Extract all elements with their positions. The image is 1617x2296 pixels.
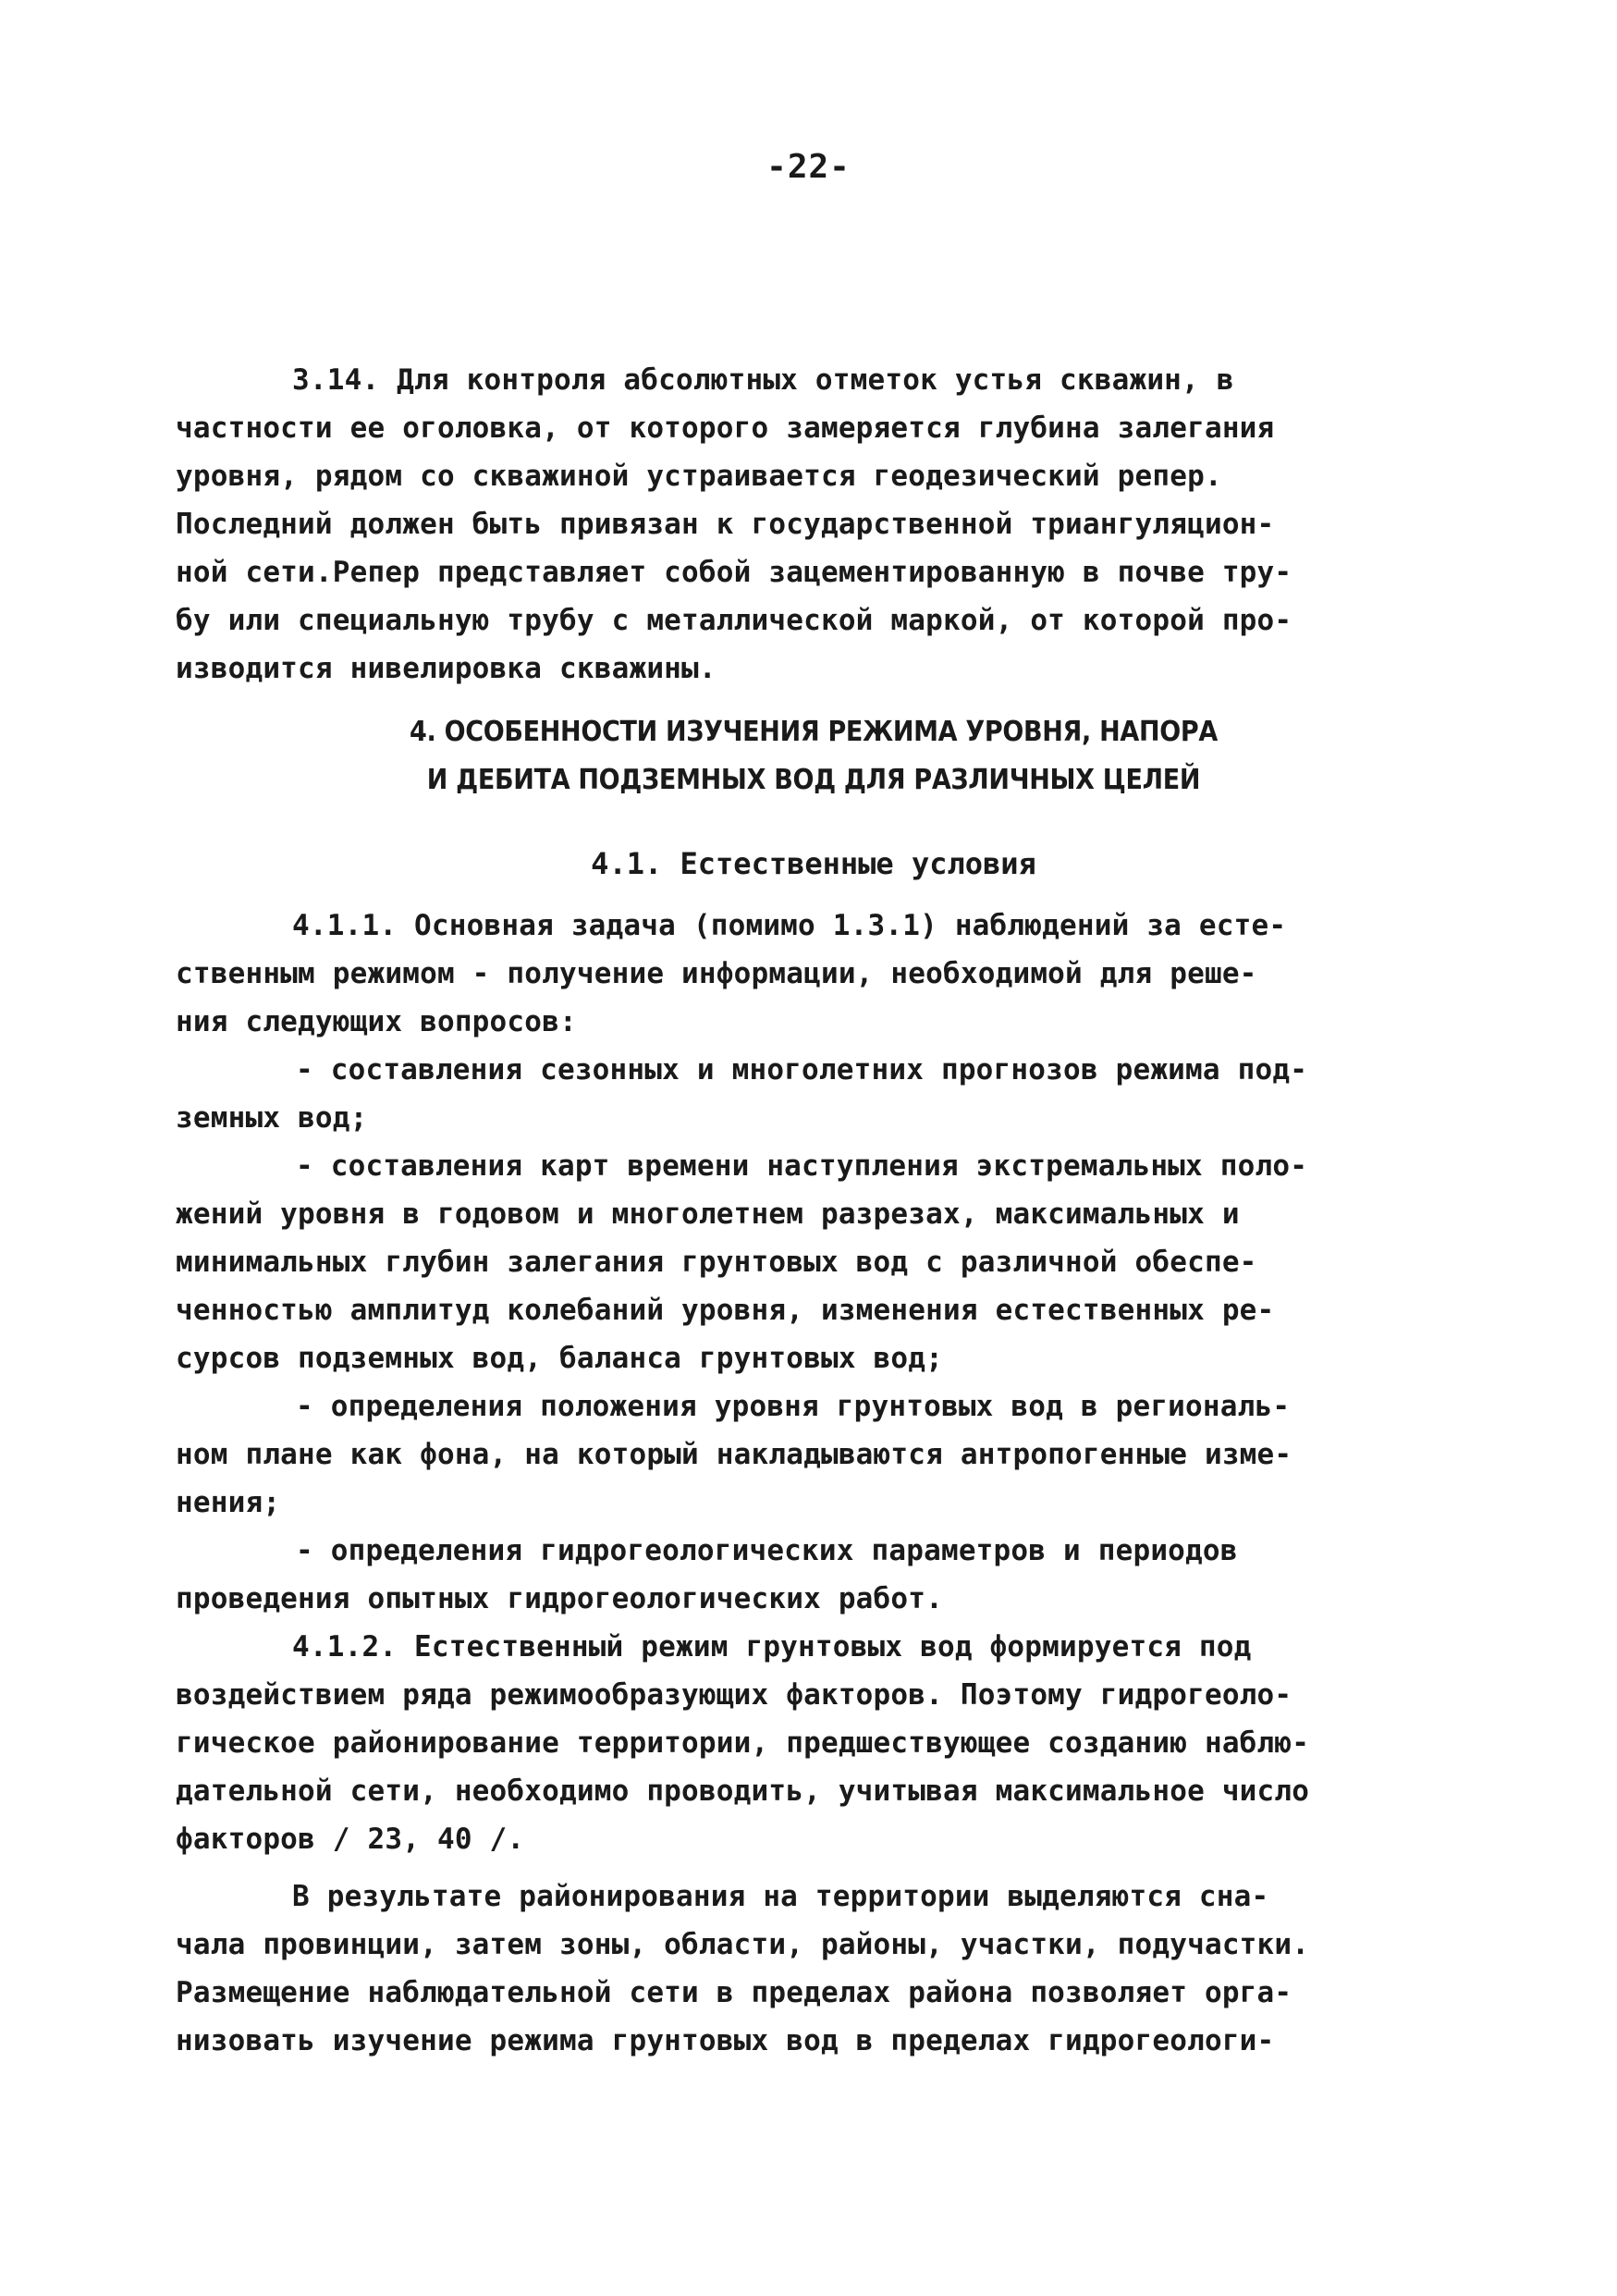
text-line: дательной сети, необходимо проводить, учитывая максимальное число — [176, 1774, 1310, 1808]
paragraph-3-14 — [176, 356, 1452, 693]
text-line: ния следующих вопросов: — [176, 1005, 577, 1038]
subheading-text: 4.1. Естественные условия — [591, 846, 1036, 881]
text-line: В результате районирования на территории выделяются сна- — [292, 1880, 1269, 1913]
section-heading-4 — [305, 708, 1322, 804]
text-line: уровня, рядом со скважиной устраивается геодезический репер. — [176, 460, 1222, 493]
list-item-line: земных вод; — [176, 1101, 368, 1135]
page-number: -22- — [766, 148, 851, 186]
list-item-line: жений уровня в годовом и многолетнем разрезах, максимальных и — [176, 1197, 1240, 1231]
list-item-line: - определения положения уровня грунтовых вод в региональ- — [296, 1390, 1291, 1423]
subsection-heading-4-1 — [305, 840, 1322, 888]
list-item-line: нения; — [176, 1486, 281, 1519]
text-line: ной сети.Репер представляет собой зацементированную в почве тру- — [176, 556, 1292, 589]
text-line: чала провинции, затем зоны, области, районы, участки, подучастки. — [176, 1928, 1310, 1961]
text-line: ственным режимом - получение информации, необходимой для реше- — [176, 957, 1257, 990]
text-line: 4.1.1. Основная задача (помимо 1.3.1) наблюдений за есте- — [292, 909, 1287, 942]
paragraph-4-1-1 — [176, 902, 1452, 2065]
text-line: бу или специальную трубу с металлической маркой, от которой про- — [176, 604, 1292, 637]
list-item-line: - определения гидрогеологических параметров и периодов — [296, 1534, 1238, 1567]
heading-line: 4. ОСОБЕННОСТИ ИЗУЧЕНИЯ РЕЖИМА УРОВНЯ, НАПОРА — [410, 716, 1218, 748]
text-line: факторов / 23, 40 /. — [176, 1823, 525, 1856]
text-line: изводится нивелировка скважины. — [176, 652, 717, 685]
text-line: 4.1.2. Естественный режим грунтовых вод формируется под — [292, 1630, 1252, 1664]
list-item-line: - составления сезонных и многолетних прогнозов режима под- — [296, 1053, 1308, 1087]
heading-line: И ДЕБИТА ПОДЗЕМНЫХ ВОД ДЛЯ РАЗЛИЧНЫХ ЦЕЛЕЙ — [426, 764, 1201, 796]
list-item-line: ченностью амплитуд колебаний уровня, изменения естественных ре- — [176, 1294, 1275, 1327]
text-line: воздействием ряда режимообразующих факторов. Поэтому гидрогеоло- — [176, 1678, 1292, 1712]
text-line: Размещение наблюдательной сети в пределах района позволяет орга- — [176, 1976, 1292, 2009]
text-line: низовать изучение режима грунтовых вод в пределах гидрогеологи- — [176, 2024, 1275, 2057]
list-item-line: сурсов подземных вод, баланса грунтовых вод; — [176, 1342, 943, 1375]
list-item-line: - составления карт времени наступления экстремальных поло- — [296, 1149, 1308, 1183]
list-item-line: минимальных глубин залегания грунтовых вод с различной обеспе- — [176, 1246, 1257, 1279]
text-line: частности ее оголовка, от которого замеряется глубина залегания — [176, 411, 1275, 445]
text-line: Последний должен быть привязан к государственной триангуляцион- — [176, 508, 1275, 541]
text-line: гическое районирование территории, предшествующее созданию наблю- — [176, 1726, 1310, 1760]
list-item-line: проведения опытных гидрогеологических работ. — [176, 1582, 943, 1615]
list-item-line: ном плане как фона, на который накладываются антропогенные изме- — [176, 1438, 1292, 1471]
text-line: 3.14. Для контроля абсолютных отметок устья скважин, в — [292, 363, 1234, 397]
